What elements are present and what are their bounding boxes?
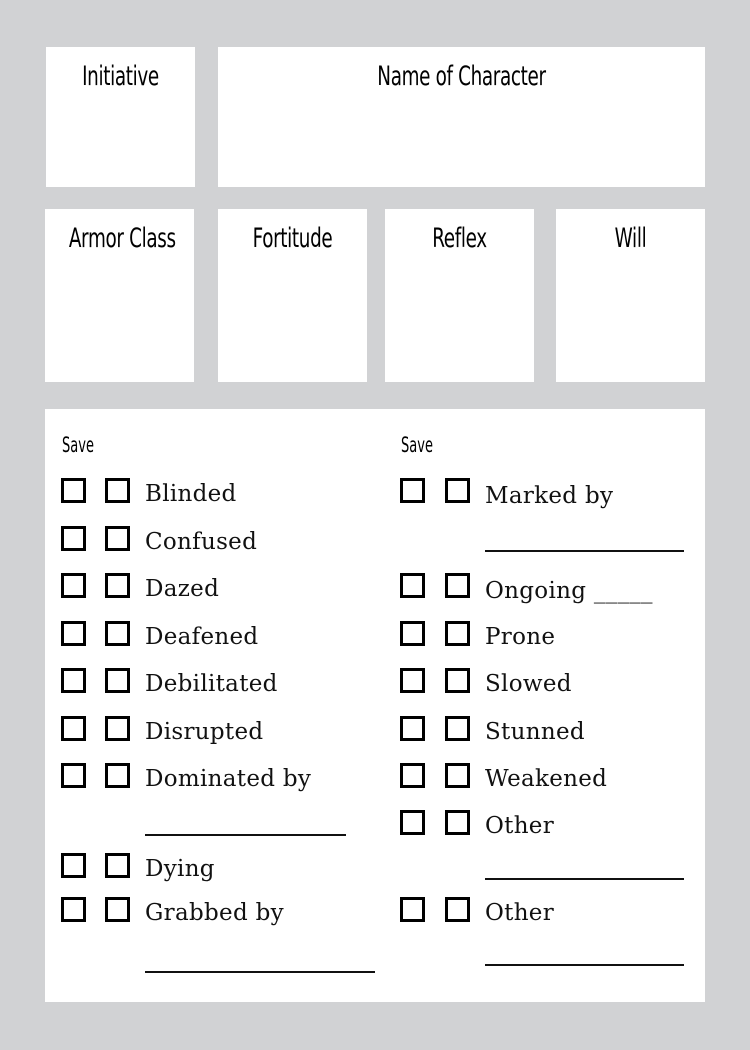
initiative-box[interactable] <box>46 47 195 187</box>
condition-label: Prone <box>485 624 556 650</box>
condition-checkbox[interactable] <box>105 573 130 598</box>
condition-checkbox[interactable] <box>445 668 470 693</box>
save-checkbox[interactable] <box>400 716 425 741</box>
write-in-line[interactable] <box>145 834 346 836</box>
condition-label: Marked by <box>485 483 614 509</box>
save-checkbox[interactable] <box>400 621 425 646</box>
save-checkbox[interactable] <box>400 478 425 503</box>
condition-checkbox[interactable] <box>445 716 470 741</box>
condition-label: Deafened <box>145 624 259 650</box>
condition-label: Dominated by <box>145 766 312 792</box>
initiative-label: Initiative <box>82 61 159 92</box>
condition-label: Weakened <box>485 766 608 792</box>
condition-label: Other <box>485 900 555 926</box>
condition-checkbox[interactable] <box>105 668 130 693</box>
save-checkbox[interactable] <box>400 897 425 922</box>
save-checkbox[interactable] <box>61 573 86 598</box>
save-checkbox[interactable] <box>61 763 86 788</box>
condition-label: Other <box>485 813 555 839</box>
save-checkbox[interactable] <box>400 573 425 598</box>
condition-label: Slowed <box>485 671 572 697</box>
armor-class-box[interactable] <box>45 209 194 382</box>
condition-checkbox[interactable] <box>445 621 470 646</box>
write-in-line[interactable] <box>485 878 684 880</box>
save-checkbox[interactable] <box>400 810 425 835</box>
save-column-header: Save <box>401 433 433 457</box>
condition-checkbox[interactable] <box>445 810 470 835</box>
condition-label: Stunned <box>485 719 585 745</box>
condition-label: Debilitated <box>145 671 278 697</box>
condition-label: Grabbed by <box>145 900 284 926</box>
save-checkbox[interactable] <box>61 716 86 741</box>
save-checkbox[interactable] <box>61 621 86 646</box>
save-checkbox[interactable] <box>61 853 86 878</box>
write-in-line[interactable] <box>485 964 684 966</box>
armor-class-label: Armor Class <box>68 223 176 254</box>
save-checkbox[interactable] <box>61 897 86 922</box>
condition-label: Ongoing _____ <box>485 578 653 604</box>
condition-label: Dying <box>145 856 215 882</box>
save-column-header: Save <box>62 433 94 457</box>
will-label: Will <box>614 223 647 254</box>
condition-checkbox[interactable] <box>445 573 470 598</box>
condition-label: Dazed <box>145 576 220 602</box>
condition-checkbox[interactable] <box>445 897 470 922</box>
save-checkbox[interactable] <box>61 526 86 551</box>
condition-checkbox[interactable] <box>445 763 470 788</box>
reflex-box[interactable] <box>385 209 534 382</box>
condition-checkbox[interactable] <box>105 526 130 551</box>
condition-checkbox[interactable] <box>105 763 130 788</box>
fortitude-label: Fortitude <box>252 223 333 254</box>
condition-label: Confused <box>145 529 258 555</box>
fortitude-box[interactable] <box>218 209 367 382</box>
save-checkbox[interactable] <box>61 478 86 503</box>
condition-checkbox[interactable] <box>105 853 130 878</box>
condition-checkbox[interactable] <box>105 716 130 741</box>
save-checkbox[interactable] <box>61 668 86 693</box>
will-box[interactable] <box>556 209 705 382</box>
character-name-label: Name of Character <box>377 61 546 92</box>
reflex-label: Reflex <box>432 223 487 254</box>
condition-checkbox[interactable] <box>445 478 470 503</box>
condition-label: Blinded <box>145 481 237 507</box>
write-in-line[interactable] <box>145 971 375 973</box>
character-name-box[interactable] <box>218 47 705 187</box>
condition-checkbox[interactable] <box>105 621 130 646</box>
condition-checkbox[interactable] <box>105 478 130 503</box>
write-in-line[interactable] <box>485 550 684 552</box>
condition-label: Disrupted <box>145 719 264 745</box>
condition-checkbox[interactable] <box>105 897 130 922</box>
save-checkbox[interactable] <box>400 668 425 693</box>
save-checkbox[interactable] <box>400 763 425 788</box>
